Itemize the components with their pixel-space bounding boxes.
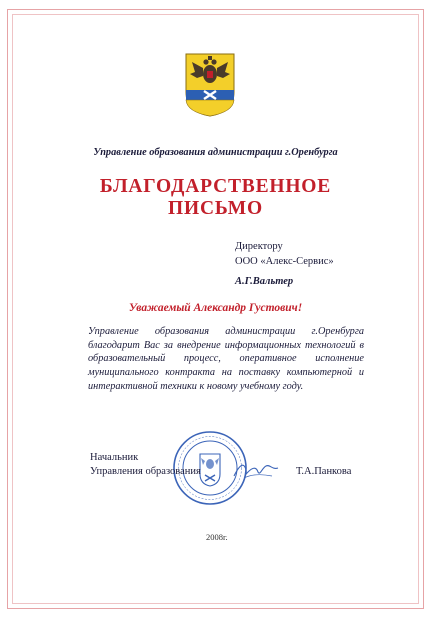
greeting: Уважаемый Александр Густович! (128, 302, 303, 314)
coat-of-arms-icon (184, 52, 236, 118)
recipient-position: Директору (235, 241, 283, 252)
letter-body: Управление образования администрации г.Оренбурга благодарит Вас за внедрение информационных технологий в образовательный процесс, оперативное исполнение муниципального контракта на поставку компьютерной и интерактивной техники к новому учебному году. (88, 326, 364, 392)
signatory-title-line1: Начальник (90, 452, 139, 463)
document-title-line1: БЛАГОДАРСТВЕННОЕ (99, 176, 332, 197)
signatory-name: Т.А.Панкова (296, 466, 352, 477)
signatory-title-line2: Управления образования (90, 466, 201, 477)
issuing-organization: Управление образования администрации г.Оренбурга (93, 147, 338, 158)
document-date: 2008г. (206, 532, 228, 542)
recipient-name: А.Г.Вальтер (235, 276, 294, 287)
handwritten-signature-icon (232, 456, 280, 484)
recipient-company: ООО «Алекс-Сервис» (235, 256, 334, 267)
document-title-line2: ПИСЬМО (168, 198, 263, 219)
